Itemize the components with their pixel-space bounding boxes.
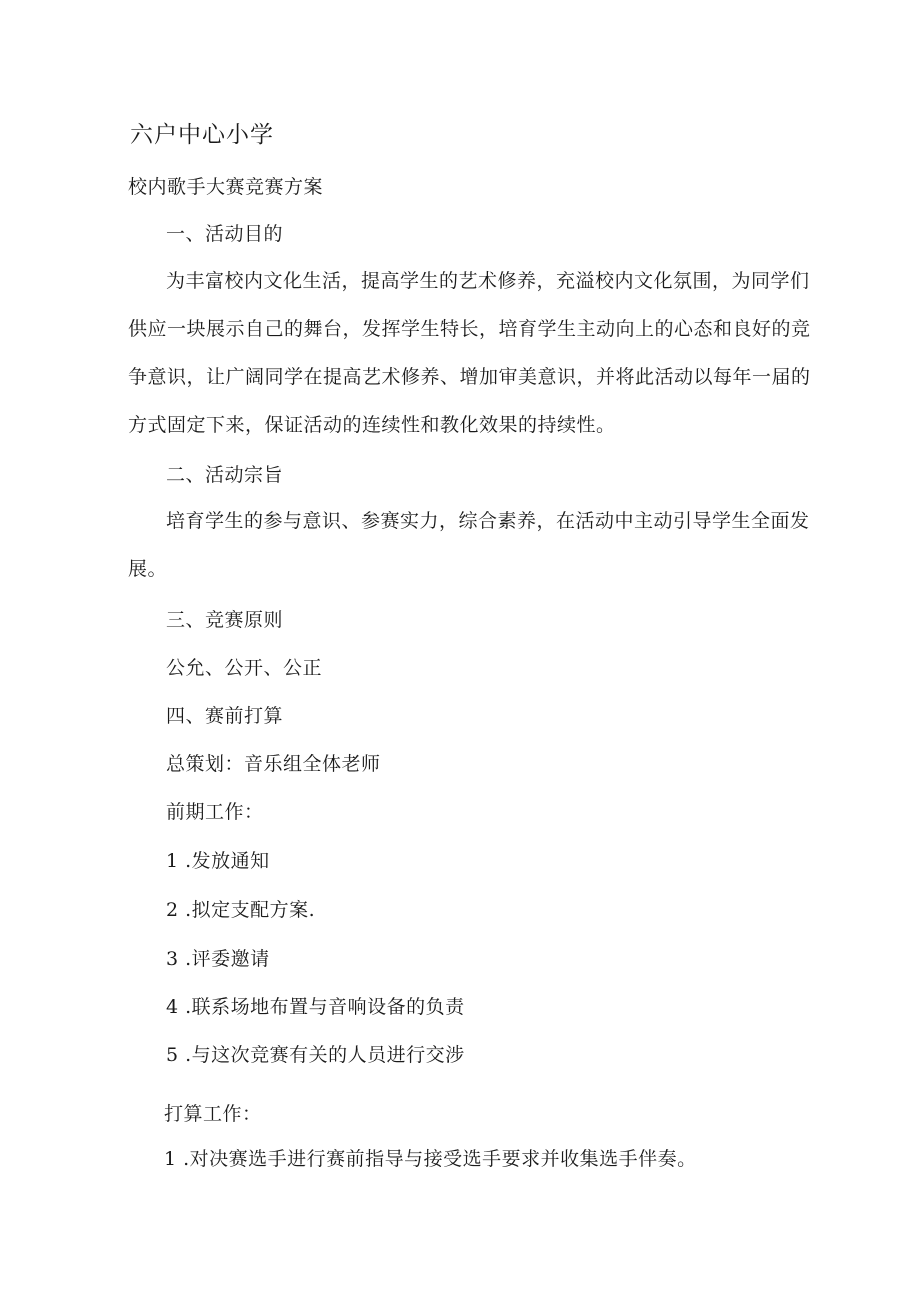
section-1-body-rest <box>128 305 811 449</box>
prepwork-heading: 打算工作： <box>164 1103 262 1125</box>
section-2-line-1: 培育学生的参与意识、参赛实力，综合素养，在活动中主动引导学生全面发 <box>166 510 810 532</box>
section-3-body: 公允、公开、公正 <box>166 657 323 679</box>
planner-line: 总策划：音乐组全体老师 <box>166 753 381 775</box>
section-1-line-3: 争意识，让广阔同学在提高艺术修养、增加审美意识，并将此活动以每年一届的 <box>128 366 811 388</box>
prework-item-4: 4 .联系场地布置与音响设备的负责 <box>166 996 465 1018</box>
section-2-body-first <box>166 497 810 545</box>
section-1-line-2: 供应一块展示自己的舞台，发挥学生特长，培育学生主动向上的心态和良好的竞 <box>128 318 811 340</box>
school-name: 六户中心小学 <box>130 122 274 148</box>
section-2-heading: 二、活动宗旨 <box>166 464 284 486</box>
section-3-heading: 三、竞赛原则 <box>166 609 284 631</box>
section-4-heading: 四、赛前打算 <box>166 705 284 727</box>
section-2-body-rest <box>128 545 167 593</box>
prework-item-1: 1 .发放通知 <box>166 850 270 872</box>
section-1-line-4: 方式固定下来，保证活动的连续性和教化效果的持续性。 <box>128 414 616 436</box>
prework-heading: 前期工作： <box>166 801 264 823</box>
section-1-heading: 一、活动目的 <box>166 223 284 245</box>
document-title: 校内歌手大赛竞赛方案 <box>128 176 324 198</box>
prework-item-3: 3 .评委邀请 <box>166 948 270 970</box>
section-2-line-2: 展。 <box>128 558 168 580</box>
section-1-body-first <box>166 257 810 305</box>
section-1-line-1: 为丰富校内文化生活，提高学生的艺术修养，充溢校内文化氛围，为同学们 <box>166 270 810 292</box>
prework-item-2: 2 .拟定支配方案. <box>166 899 316 921</box>
prepwork-item-1: 1 .对决赛选手进行赛前指导与接受选手要求并收集选手伴奏。 <box>164 1148 697 1170</box>
prework-item-5: 5 .与这次竞赛有关的人员进行交涉 <box>166 1044 465 1066</box>
